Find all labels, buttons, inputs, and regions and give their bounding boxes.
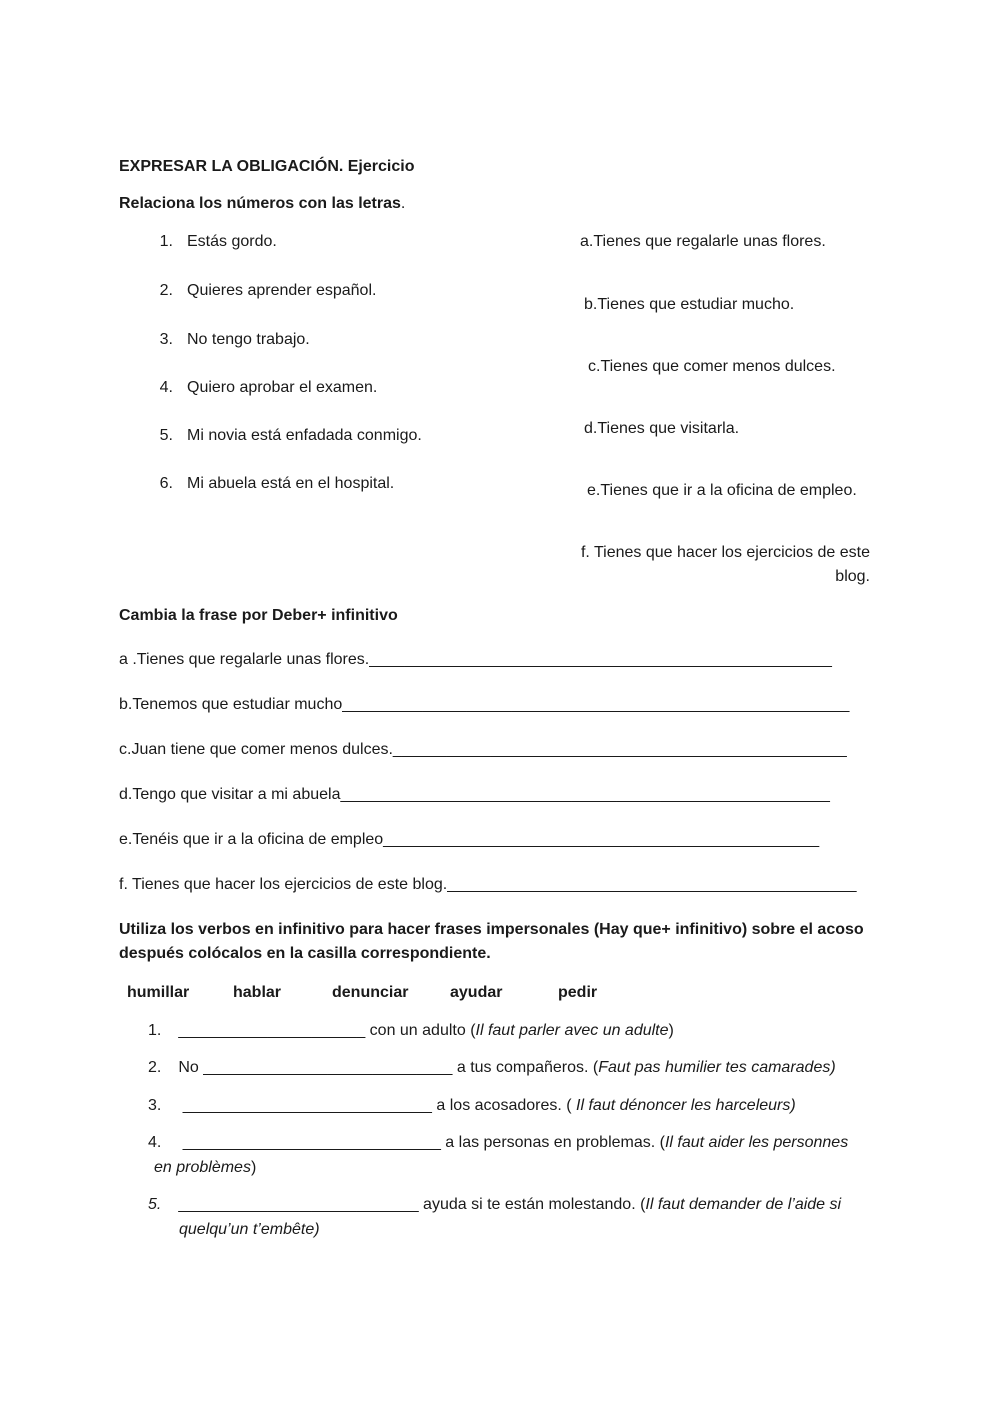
answer-option: d.Tienes que visitarla. [584, 420, 740, 437]
list-item [143, 427, 422, 445]
item-prefix: No [178, 1059, 204, 1076]
fill-line: d.Tengo que visitar a mi abuela_______________________________________________________ [119, 786, 830, 803]
answer-blank: _____________________________ [178, 1134, 441, 1151]
item-number: 3. [148, 1097, 162, 1114]
list-item [143, 282, 376, 300]
item-text: ayuda si te están molestando. ( [418, 1196, 646, 1213]
item-text: Quiero aprobar el examen. [187, 379, 378, 396]
answer-option-continuation: blog. [835, 568, 870, 585]
answer-option: c.Tienes que comer menos dulces. [588, 358, 836, 375]
section3-heading-line1: Utiliza los verbos en infinitivo para hacer frases impersonales (Hay que+ infinitivo) sobre el acoso [119, 921, 864, 938]
french-hint: Il faut parler avec un adulte [475, 1022, 669, 1039]
section1-heading-text: Relaciona los números con las letras [119, 195, 401, 212]
item-text: a tus compañeros. ( [452, 1059, 599, 1076]
answer-blank: ____________________________ [203, 1059, 453, 1076]
item-text-end: ) [668, 1022, 674, 1039]
verb-humillar: humillar [127, 984, 190, 1001]
verb-hablar: hablar [233, 984, 282, 1001]
french-hint: Il faut aider les personnes [664, 1134, 849, 1151]
answer-option: f. Tienes que hacer los ejercicios de este [580, 544, 870, 561]
french-hint: Il faut demander de l’aide si [645, 1196, 842, 1213]
item-text: a las personas en problemas. ( [440, 1134, 665, 1151]
item-text: con un adulto ( [365, 1022, 476, 1039]
item-text: Mi novia está enfadada conmigo. [187, 427, 422, 444]
item-text: Estás gordo. [187, 233, 277, 250]
section1-heading [119, 195, 405, 213]
page-title: EXPRESAR LA OBLIGACIÓN. Ejercicio [119, 158, 415, 175]
item-number: 2. [159, 282, 173, 299]
item-text: a los acosadores. ( [431, 1097, 577, 1114]
list-item [143, 475, 394, 493]
answer-option: b.Tienes que estudiar mucho. [584, 296, 795, 313]
verb-denunciar: denunciar [332, 984, 409, 1001]
item-number: 5. [148, 1196, 162, 1213]
verb-pedir: pedir [558, 984, 598, 1001]
french-hint-cont: en problèmes [154, 1159, 251, 1176]
item-text-end: ) [250, 1159, 257, 1176]
list-item [143, 379, 377, 397]
answer-blank: _____________________ [178, 1022, 366, 1039]
item-number: 4. [148, 1134, 162, 1151]
exercise-item [148, 1196, 841, 1214]
item-number: 3. [159, 331, 173, 348]
fill-line: c.Juan tiene que comer menos dulces.___________________________________________________ [119, 741, 847, 758]
list-item [143, 233, 277, 251]
french-hint: Faut pas humilier tes camarades) [598, 1059, 836, 1076]
section3-heading-line2: después colócalos en la casilla correspondiente. [119, 945, 491, 962]
exercise-item [148, 1022, 674, 1040]
list-item [143, 331, 310, 349]
fill-line: e.Tenéis que ir a la oficina de empleo_________________________________________________ [119, 831, 820, 848]
exercise-item [148, 1097, 796, 1115]
item-number: 6. [159, 475, 173, 492]
answer-option: a.Tienes que regalarle unas flores. [580, 233, 826, 250]
exercise-item-continuation [154, 1159, 256, 1177]
item-number: 1. [148, 1022, 162, 1039]
french-hint: Il faut dénoncer les harceleurs) [576, 1097, 796, 1114]
item-text: Quieres aprender español. [187, 282, 377, 299]
item-text: No tengo trabajo. [187, 331, 310, 348]
item-number: 1. [159, 233, 173, 250]
exercise-item [148, 1059, 836, 1077]
answer-option: e.Tienes que ir a la oficina de empleo. [587, 482, 857, 499]
french-hint-cont: quelqu’un t’embête) [179, 1221, 320, 1238]
item-number: 4. [159, 379, 173, 396]
section1-heading-period: . [400, 195, 406, 212]
answer-blank: ____________________________ [178, 1097, 432, 1114]
exercise-item-continuation [179, 1221, 320, 1239]
fill-line: a .Tienes que regalarle unas flores.____________________________________________________ [119, 651, 832, 668]
verb-ayudar: ayudar [450, 984, 503, 1001]
item-number: 2. [148, 1059, 162, 1076]
exercise-item [148, 1134, 848, 1152]
answer-blank: ___________________________ [178, 1196, 419, 1213]
fill-line: b.Tenemos que estudiar mucho_________________________________________________________ [119, 696, 850, 713]
fill-line: f. Tienes que hacer los ejercicios de este blog.______________________________________________ [119, 876, 857, 893]
item-number: 5. [159, 427, 173, 444]
section2-heading: Cambia la frase por Deber+ infinitivo [119, 607, 398, 624]
item-text: Mi abuela está en el hospital. [187, 475, 395, 492]
